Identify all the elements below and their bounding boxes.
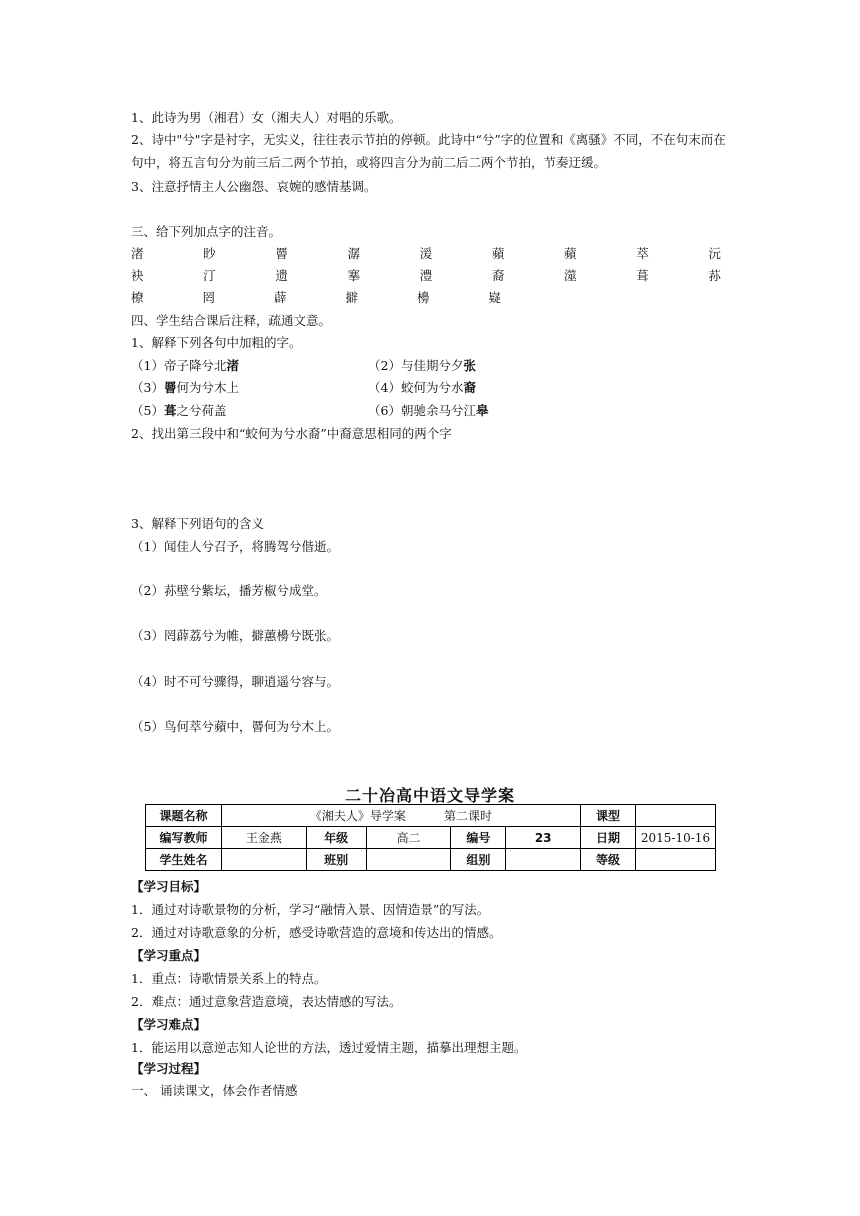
difficulty-title: 【学习难点】 [131,1017,207,1032]
pinyin-char: 橑 [131,290,144,305]
note-1: 1、此诗为男（湘君）女（湘夫人）对唱的乐歌。 [131,110,402,125]
question-3-title: 3、解释下列语句的含义 [131,516,264,531]
level-value [635,849,715,871]
teacher-value: 王金燕 [221,827,306,849]
q3-item-2: （2）荪壁兮紫坛，播芳椒兮成堂。 [131,583,327,598]
class-value [366,849,451,871]
q3-item-4: （4）时不可兮骤得，聊逍遥兮容与。 [131,674,339,689]
level-label: 等级 [581,849,636,871]
doc-title: 二十冶高中语文导学案 [344,786,515,805]
grade-label: 年级 [306,827,366,849]
difficulty-1: 1．能运用以意逆志知人论世的方法，透过爱情主题，描摹出理想主题。 [131,1040,527,1055]
pinyin-char: 眇 [203,246,216,261]
pinyin-char: 沅 [708,246,721,261]
focus-2: 2．难点：通过意象营造意境，表达情感的写法。 [131,994,402,1009]
q1-item-2: （2）与佳期兮夕张 [368,358,476,373]
section-3-title: 三、给下列加点字的注音。 [131,224,282,239]
pinyin-row-3 [131,290,501,306]
process-title: 【学习过程】 [131,1061,207,1076]
note-2: 2、诗中"兮"字是衬字，无实义，往往表示节拍的停顿。此诗中“兮”字的位置和《离骚》不同，不在句末而在句中，将五言句分为前三后二两个节拍，或将四言分为前二后二两个节拍，节奏迂缓。 [131,132,726,170]
bold-char: 裔 [463,380,476,395]
goals-title: 【学习目标】 [131,879,207,894]
pinyin-char: 裔 [491,268,505,283]
type-value [635,805,715,827]
date-label: 日期 [581,827,636,849]
pinyin-char: 罔 [202,290,215,305]
number-label: 编号 [451,827,506,849]
q1-item-3: （3）罾何为兮木上 [131,380,239,395]
pinyin-char: 蘋 [491,246,505,261]
goal-1: 1．通过对诗歌景物的分析，学习“融情入景、因情造景”的写法。 [131,902,490,917]
q3-item-1: （1）闻佳人兮召予，将腾驾兮偕逝。 [131,539,339,554]
section-4-title: 四、学生结合课后注释，疏通文意。 [131,313,332,328]
teacher-label: 编写教师 [146,827,222,849]
q1-item-4: （4）蛟何为兮水裔 [368,380,476,395]
question-2-title: 2、找出第三段中和“蛟何为兮水裔”中裔意思相同的两个字 [131,426,452,441]
goal-2: 2．通过对诗歌意象的分析，感受诗歌营造的意境和传达出的情感。 [131,925,502,940]
q1-item-6: （6）朝驰余马兮江皋 [368,403,489,418]
group-value [506,849,581,871]
process-1: 一、 诵读课文，体会作者情感 [131,1083,298,1098]
number-value: 23 [506,827,581,849]
note-3: 3、注意抒情主人公幽怨、哀婉的感情基调。 [131,179,377,194]
question-1-title: 1、解释下列各句中加粗的字。 [131,335,302,350]
group-label: 组别 [451,849,506,871]
pinyin-char: 罾 [275,246,288,261]
student-value [221,849,306,871]
pinyin-char: 擗 [345,290,358,305]
pinyin-char: 荪 [708,268,721,283]
pinyin-char: 渚 [131,246,144,261]
focus-title: 【学习重点】 [131,948,207,963]
bold-char: 葺 [163,403,177,418]
class-label: 班别 [306,849,366,871]
pinyin-char: 櫋 [416,290,430,305]
q3-item-3: （3）罔薜荔兮为帷，擗蕙櫋兮既张。 [131,628,339,643]
q3-item-5: （5）鸟何萃兮蘋中，罾何为兮木上。 [131,719,339,734]
bold-char: 罾 [163,380,177,395]
pinyin-char: 遗 [275,268,288,283]
pinyin-char: 葺 [636,268,649,283]
bold-char: 渚 [226,358,239,373]
table-row [146,805,716,827]
table-row [146,849,716,871]
bold-char: 皋 [475,403,489,418]
grade-value: 高二 [366,827,451,849]
bold-char: 张 [463,358,476,373]
pinyin-char: 蘋 [564,246,577,261]
topic-value: 《湘夫人》导学案 第二课时 [221,805,580,827]
focus-1: 1．重点：诗歌情景关系上的特点。 [131,971,327,986]
pinyin-char: 嶷 [488,290,501,305]
pinyin-row-2 [131,268,721,284]
q1-item-5: （5）葺之兮荷盖 [131,403,227,418]
table-row [146,827,716,849]
pinyin-char: 澨 [564,268,577,283]
pinyin-char: 搴 [347,268,361,283]
type-label: 课型 [581,805,636,827]
q1-item-1: （1）帝子降兮北渚 [131,358,239,373]
pinyin-char: 潺 [347,246,361,261]
pinyin-row-1 [131,246,721,262]
pinyin-char: 薜 [273,290,287,305]
pinyin-char: 澧 [419,268,433,283]
topic-label: 课题名称 [146,805,222,827]
student-label: 学生姓名 [146,849,222,871]
info-table [145,804,716,871]
pinyin-char: 袂 [131,268,144,283]
pinyin-char: 湲 [419,246,433,261]
pinyin-char: 萃 [636,246,649,261]
date-value: 2015-10-16 [635,827,715,849]
pinyin-char: 汀 [203,268,216,283]
